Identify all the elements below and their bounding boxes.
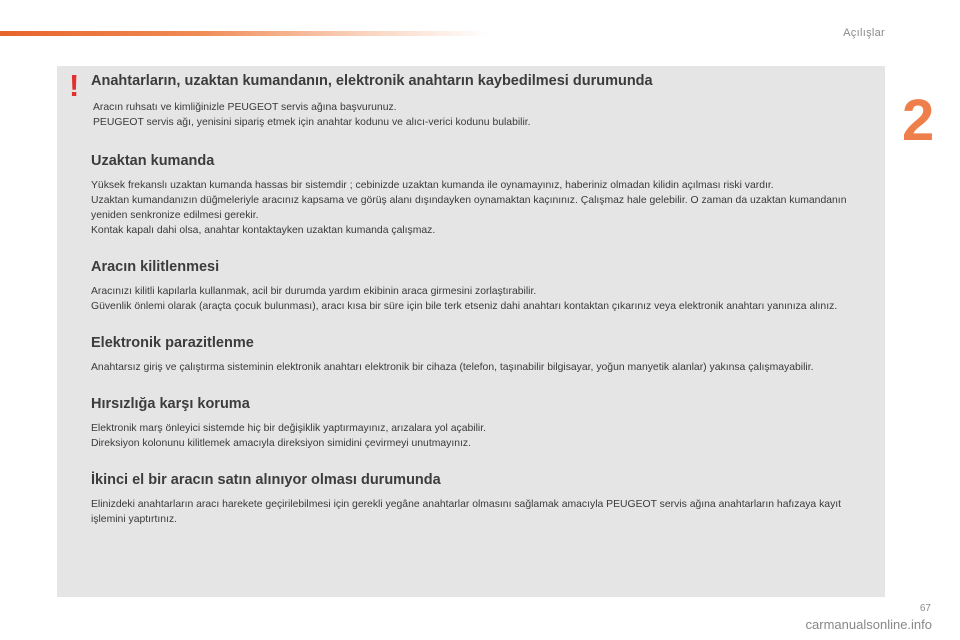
panel-content	[91, 72, 875, 527]
page-number: 67	[919, 603, 931, 614]
section-used-vehicle	[91, 471, 875, 527]
chapter-number: 2	[902, 88, 935, 153]
intro-text	[93, 100, 875, 130]
section-anti-theft	[91, 395, 875, 451]
section-text	[91, 178, 875, 238]
intro-line-1: Aracın ruhsatı ve kimliğinizle PEUGEOT servis ağına başvurunuz.	[93, 102, 397, 113]
paragraph: Aracınızı kilitli kapılarla kullanmak, acil bir durumda yardım ekibinin araca girmesini zorlaştırabilir.	[91, 286, 537, 297]
section-name: Açılışlar	[843, 27, 885, 39]
section-remote-control	[91, 152, 875, 238]
paragraph: Anahtarsız giriş ve çalıştırma sisteminin elektronik anahtarı elektronik bir cihaza (telefon, taşınabilir bilgisayar, yoğun manyetik alanlar) yakınsa çalışmayabilir.	[91, 362, 814, 373]
warning-icon: !	[69, 68, 80, 103]
section-text	[91, 284, 875, 314]
watermark: carmanualsonline.info	[805, 617, 932, 632]
section-title: Hırsızlığa karşı koruma	[91, 396, 250, 412]
info-panel	[57, 66, 885, 597]
paragraph: Yüksek frekanslı uzaktan kumanda hassas bir sistemdir ; cebinizde uzaktan kumanda ile oynamayınız, haberiniz olmadan kilidin açılması riski vardır.	[91, 180, 774, 191]
section-title: Aracın kilitlenmesi	[91, 259, 220, 275]
paragraph: Direksiyon kolonunu kilitlemek amacıyla direksiyon simidini çevirmeyi unutmayınız.	[91, 438, 471, 449]
paragraph: Kontak kapalı dahi olsa, anahtar kontaktayken uzaktan kumanda çalışmaz.	[91, 225, 436, 236]
header-accent-bar	[0, 31, 490, 36]
section-text	[91, 421, 875, 451]
lost-keys-block	[91, 72, 875, 130]
section-title: Elektronik parazitlenme	[91, 335, 254, 351]
panel-title: Anahtarların, uzaktan kumandanın, elektronik anahtarın kaybedilmesi durumunda	[91, 73, 653, 89]
section-title: İkinci el bir aracın satın alınıyor olması durumunda	[91, 472, 441, 488]
section-vehicle-locking	[91, 258, 875, 314]
paragraph: Güvenlik önlemi olarak (araçta çocuk bulunması), aracı kısa bir süre için bile terk etseniz dahi anahtarı kontaktan çıkarınız veya elektronik anahtarı yanınıza alınız.	[91, 301, 838, 312]
section-text	[91, 497, 875, 527]
section-title: Uzaktan kumanda	[91, 153, 215, 169]
paragraph: Uzaktan kumandanızın düğmeleriyle aracınız kapsama ve görüş alanı dışındayken oynamaktan kaçınınız. Çalışmaz hale gelebilir. O zaman da uzaktan kumandanın yeniden senkronize edilmesi gerekir.	[91, 195, 847, 221]
intro-line-2: PEUGEOT servis ağı, yenisini sipariş etmek için anahtar kodunu ve alıcı-verici kodunu bulabilir.	[93, 117, 531, 128]
section-text	[91, 360, 875, 375]
paragraph: Elektronik marş önleyici sistemde hiç bir değişiklik yaptırmayınız, arızalara yol açabilir.	[91, 423, 486, 434]
paragraph: Elinizdeki anahtarların aracı harekete geçirilebilmesi için gerekli yegâne anahtarlar olmasını sağlamak amacıyla PEUGEOT servis ağına anahtarların hafızaya kayıt işlemini yaptırtınız.	[91, 499, 842, 525]
section-electronic-interference	[91, 334, 875, 375]
